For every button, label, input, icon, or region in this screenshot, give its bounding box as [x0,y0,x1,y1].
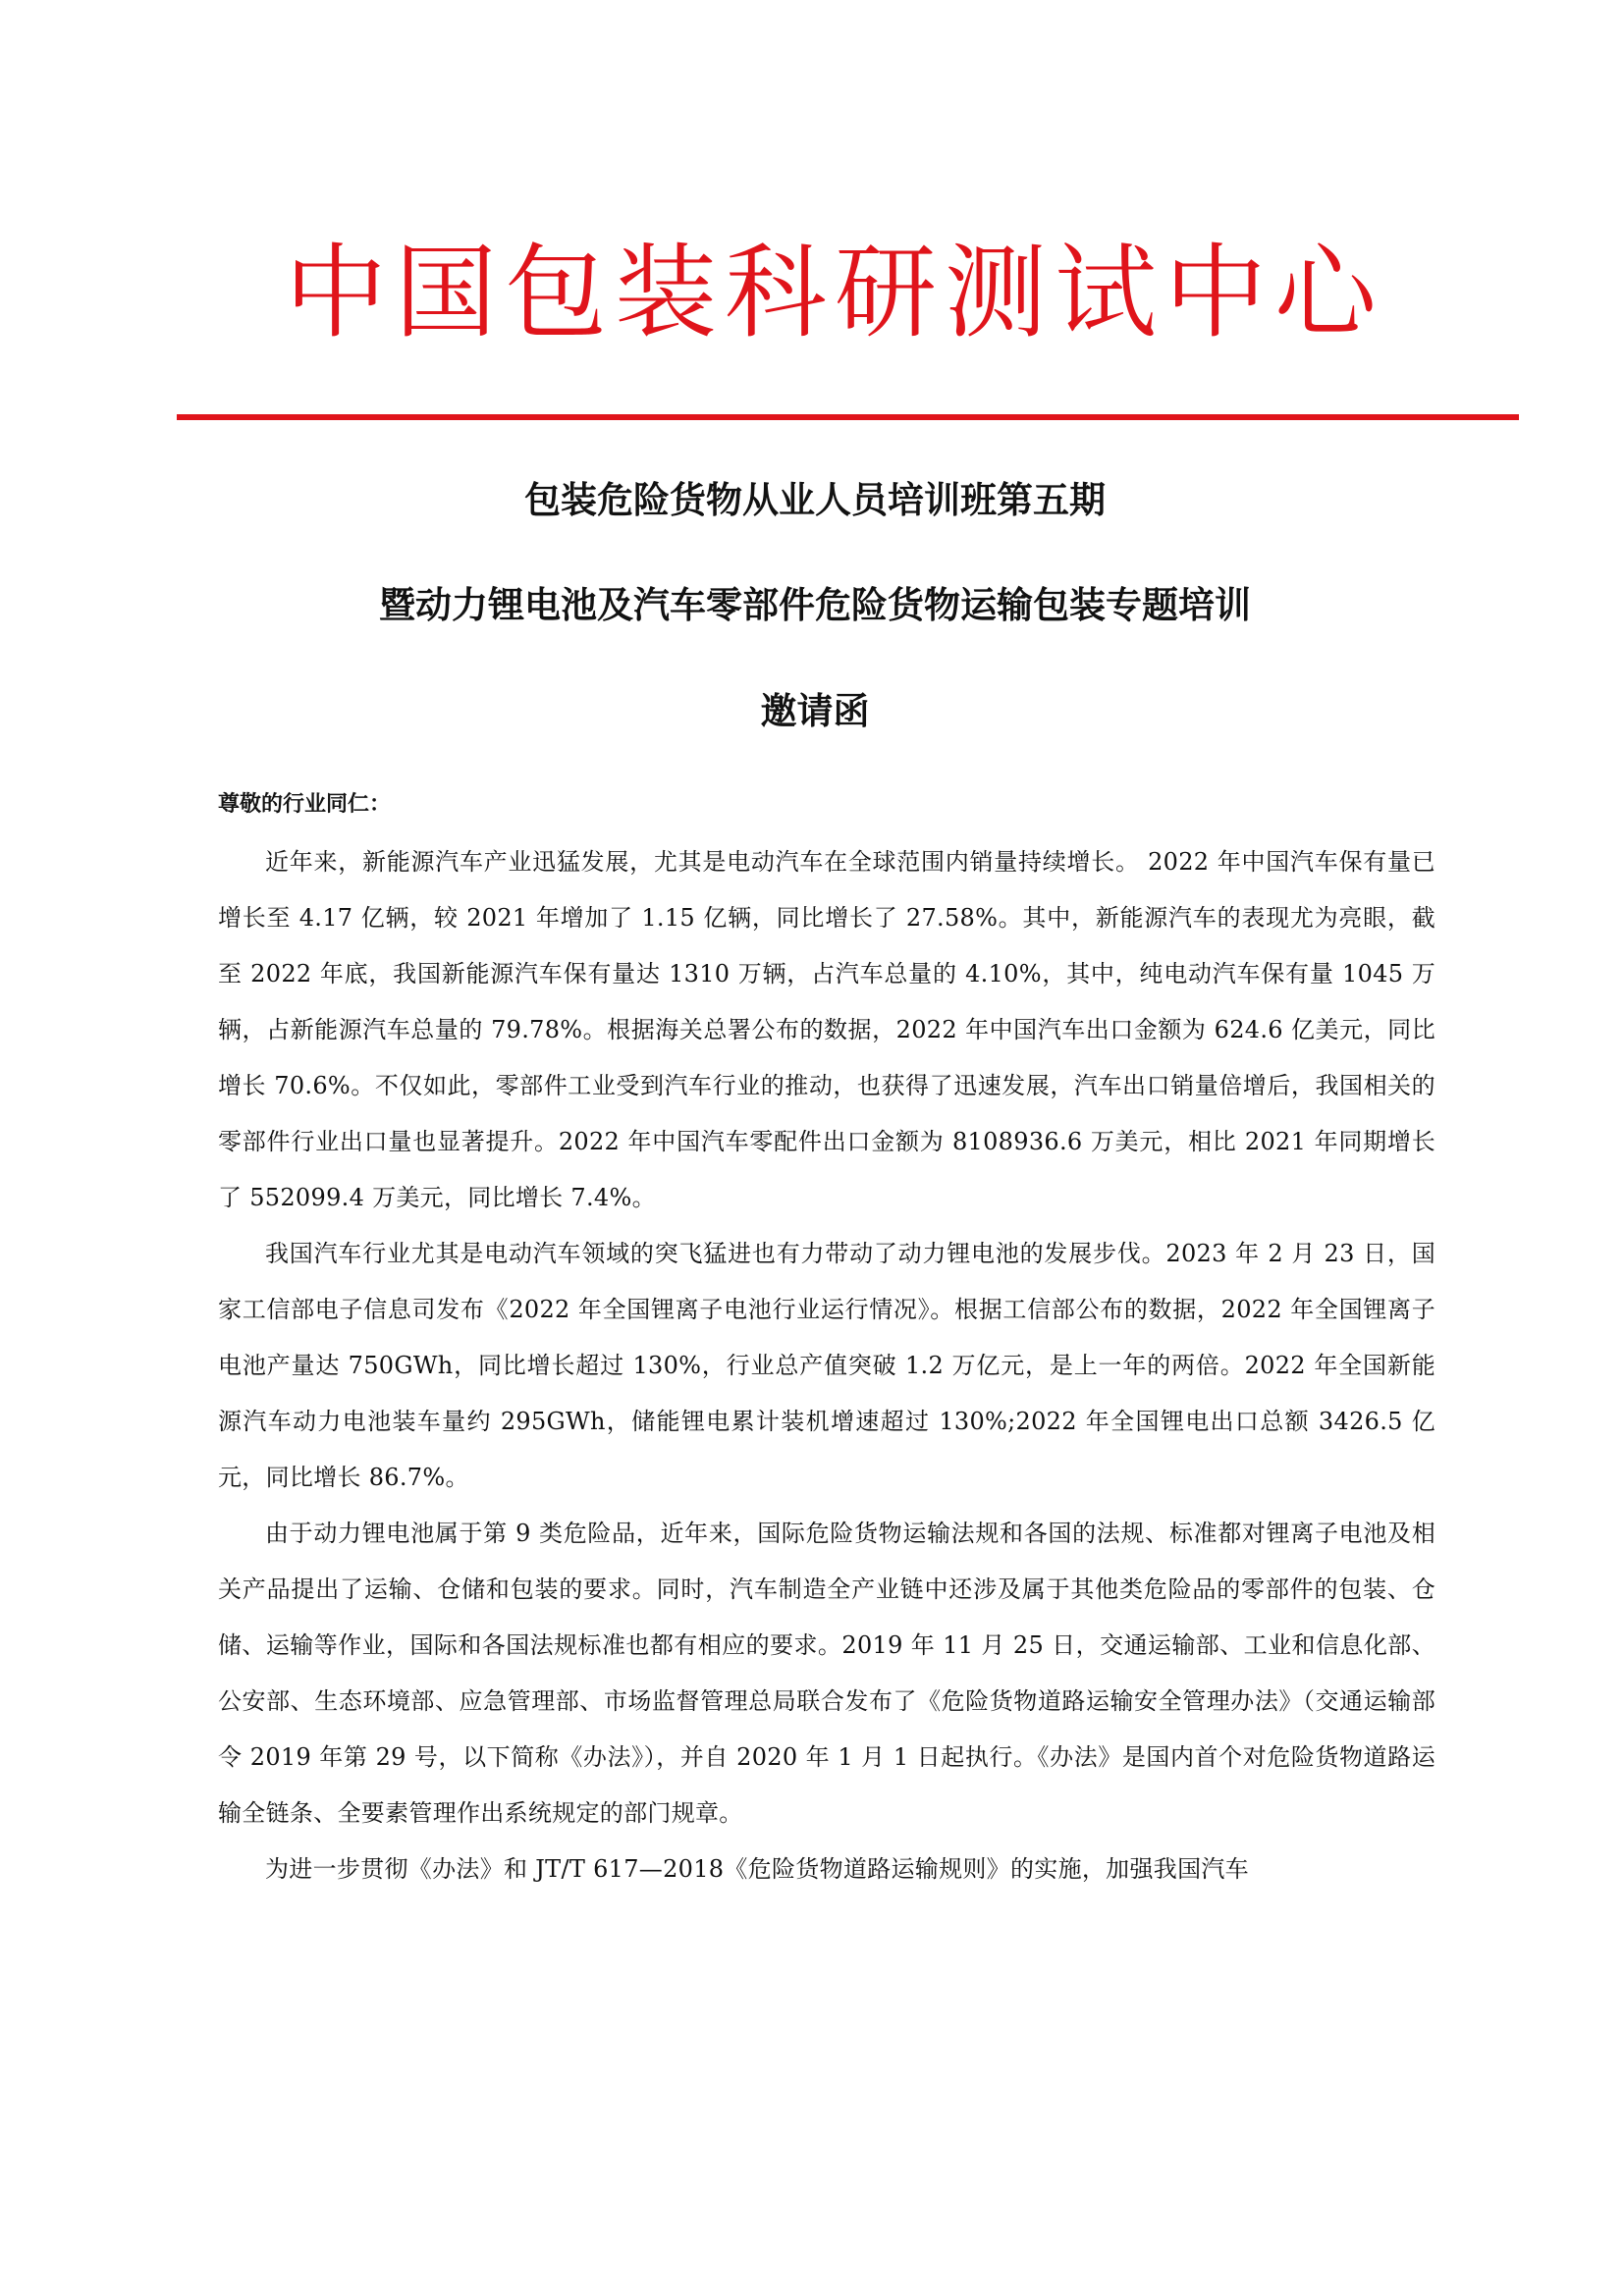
title-line-2: 暨动力锂电池及汽车零部件危险货物运输包装专题培训 [379,584,1251,626]
letterhead-org-name: 中国包装科研测试中心 [284,233,1384,352]
salutation: 尊敬的行业同仁： [218,792,392,817]
letterhead-red-rule [177,414,1519,420]
body-paragraph-1: 近年来，新能源汽车产业迅猛发展，尤其是电动汽车在全球范围内销量持续增长。 2022 年中国汽车保有量已增长至 4.17 亿辆，较 2021 年增加了 1.15 亿辆，同比增长了 27.58%。其中，新能源汽车的表现尤为亮眼，截至 2022 年底，我国新能源汽车保有量达 1310 万辆，占汽车总量的 4.10%，其中，纯电动汽车保有量 1045 万辆，占新能源汽车总量的 79.78%。根据海关总署公布的数据，2022 年中国汽车出口金额为 624.6 亿美元，同比增长 70.6%。不仅如此，零部件工业受到汽车行业的推动，也获得了迅速发展，汽车出口销量倍增后，我国相关的零部件行业出口量也显著提升。2022 年中国汽车零配件出口金额为 8108936.6 万美元，相比 2021 年同期增长了 552099.4 万美元，同比增长 7.4%。 [218,848,1435,1211]
letter-body [218,834,1435,1897]
body-paragraph-4: 为进一步贯彻《办法》和 JT/T 617—2018《危险货物道路运输规则》的实施，加强我国汽车 [265,1855,1249,1883]
body-paragraph-3: 由于动力锂电池属于第 9 类危险品，近年来，国际危险货物运输法规和各国的法规、标准都对锂离子电池及相关产品提出了运输、仓储和包装的要求。同时，汽车制造全产业链中还涉及属于其他类危险品的零部件的包装、仓储、运输等作业，国际和各国法规标准也都有相应的要求。2019 年 11 月 25 日，交通运输部、工业和信息化部、公安部、生态环境部、应急管理部、市场监督管理总局联合发布了《危险货物道路运输安全管理办法》（交通运输部令 2019 年第 29 号，以下简称《办法》），并自 2020 年 1 月 1 日起执行。《办法》是国内首个对危险货物道路运输全链条、全要素管理作出系统规定的部门规章。 [218,1520,1435,1827]
title-line-3: 邀请函 [760,690,870,732]
title-line-1: 包装危险货物从业人员培训班第五期 [524,479,1106,521]
body-paragraph-2: 我国汽车行业尤其是电动汽车领域的突飞猛进也有力带动了动力锂电池的发展步伐。2023 年 2 月 23 日，国家工信部电子信息司发布《2022 年全国锂离子电池行业运行情况》。根据工信部公布的数据，2022 年全国锂离子电池产量达 750GWh，同比增长超过 130%，行业总产值突破 1.2 万亿元，是上一年的两倍。2022 年全国新能源汽车动力电池装车量约 295GWh，储能锂电累计装机增速超过 130%;2022 年全国锂电出口总额 3426.5 亿元，同比增长 86.7%。 [218,1240,1435,1491]
